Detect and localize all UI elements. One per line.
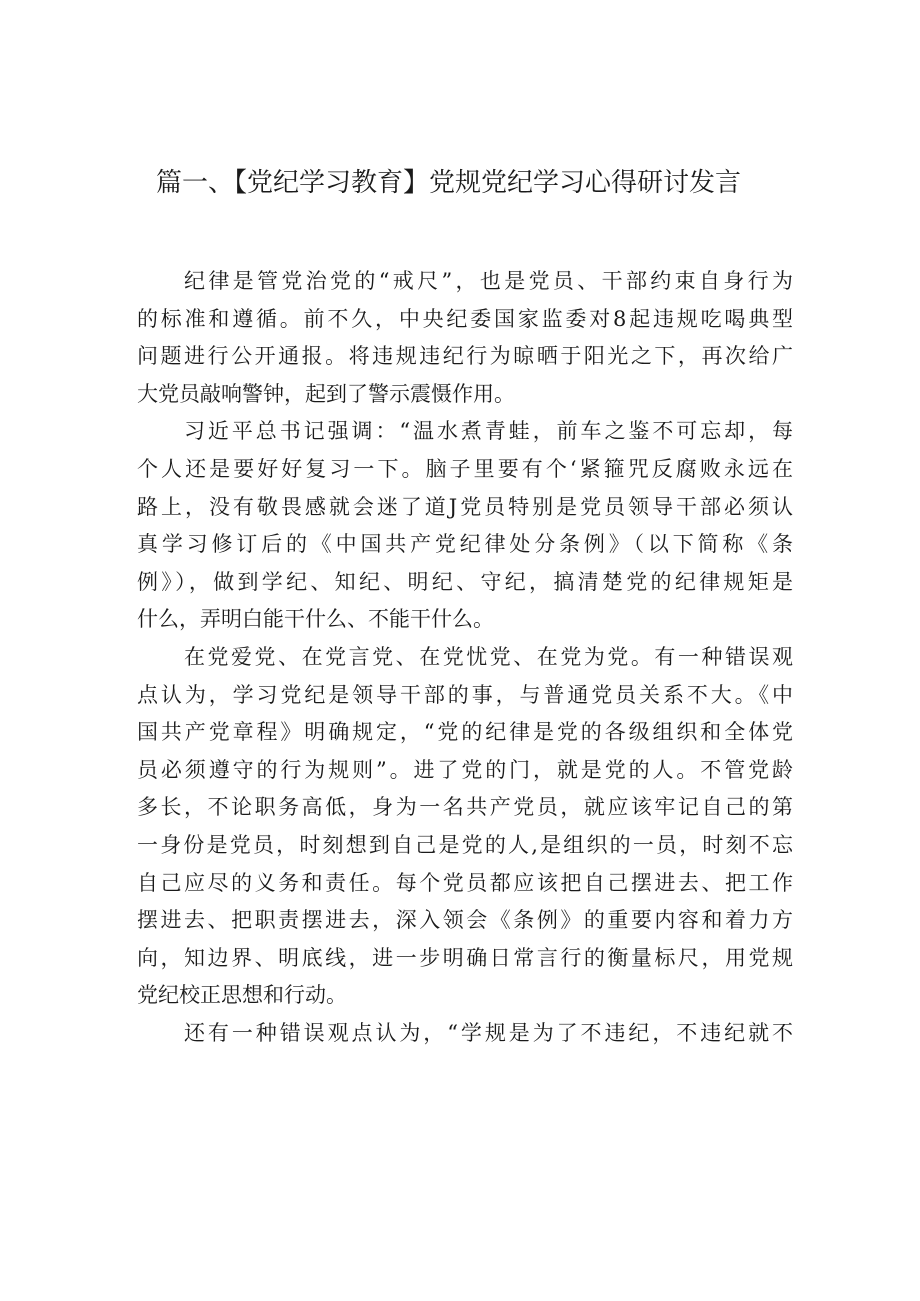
text-line: 真学习修订后的《中国共产党纪律处分条例》（以下简称《条 bbox=[137, 532, 793, 557]
text-line: 纪律是管党治党的“戒尺”，也是党员、干部约束自身行为 bbox=[184, 269, 793, 293]
text-line: 的标准和遵循。前不久，中央纪委国家监委对8起违规吃喝典型 bbox=[137, 306, 793, 331]
paragraph-1 bbox=[137, 263, 793, 413]
text-line: 向，知边界、明底线，进一步明确日常言行的衡量标尺，用党规 bbox=[137, 945, 793, 970]
paragraph-3 bbox=[137, 639, 793, 1015]
text-line: 在党爱党、在党言党、在党忧党、在党为党。有一种错误观 bbox=[184, 644, 793, 669]
text-line: 多长，不论职务高低，身为一名共产党员，就应该牢记自己的第 bbox=[137, 795, 793, 820]
text-line: 点认为，学习党纪是领导干部的事，与普通党员关系不大。《中 bbox=[137, 682, 793, 707]
text-line: 问题进行公开通报。将违规违纪行为晾晒于阳光之下，再次给广 bbox=[137, 344, 793, 369]
text-line: 自己应尽的义务和责任。每个党员都应该把自己摆进去、把工作 bbox=[137, 870, 793, 895]
paragraph-4 bbox=[137, 1015, 793, 1053]
text-line: 路上，没有敬畏感就会迷了道J党员特别是党员领导干部必须认 bbox=[137, 494, 793, 519]
text-line: 大党员敲响警钟，起到了警示震慑作用。 bbox=[137, 381, 515, 406]
document-body bbox=[137, 263, 793, 1052]
text-line: 什么，弄明白能干什么、不能干什么。 bbox=[137, 607, 494, 632]
text-line: 例》），做到学纪、知纪、明纪、守纪，搞清楚党的纪律规矩是 bbox=[137, 569, 793, 594]
text-line: 员必须遵守的行为规则”。进了党的门，就是党的人。不管党龄 bbox=[137, 757, 793, 782]
text-line: 国共产党章程》明确规定，“党的纪律是党的各级组织和全体党 bbox=[137, 720, 793, 745]
text-line: 还有一种错误观点认为，“学规是为了不违纪，不违纪就不 bbox=[184, 1020, 793, 1045]
text-line: 摆进去、把职责摆进去，深入领会《条例》的重要内容和着力方 bbox=[137, 908, 793, 933]
text-line: 习近平总书记强调：“温水煮青蛙，前车之鉴不可忘却，每 bbox=[184, 419, 793, 444]
paragraph-2 bbox=[137, 413, 793, 639]
text-line: 一身份是党员，时刻想到自己是党的人,是组织的一员，时刻不忘 bbox=[137, 832, 793, 857]
document-title: 篇一、【党纪学习教育】党规党纪学习心得研讨发言 bbox=[156, 168, 742, 198]
text-line: 个人还是要好好复习一下。脑子里要有个‘紧箍咒反腐败永远在 bbox=[137, 456, 793, 481]
text-line: 党纪校正思想和行动。 bbox=[137, 983, 347, 1008]
